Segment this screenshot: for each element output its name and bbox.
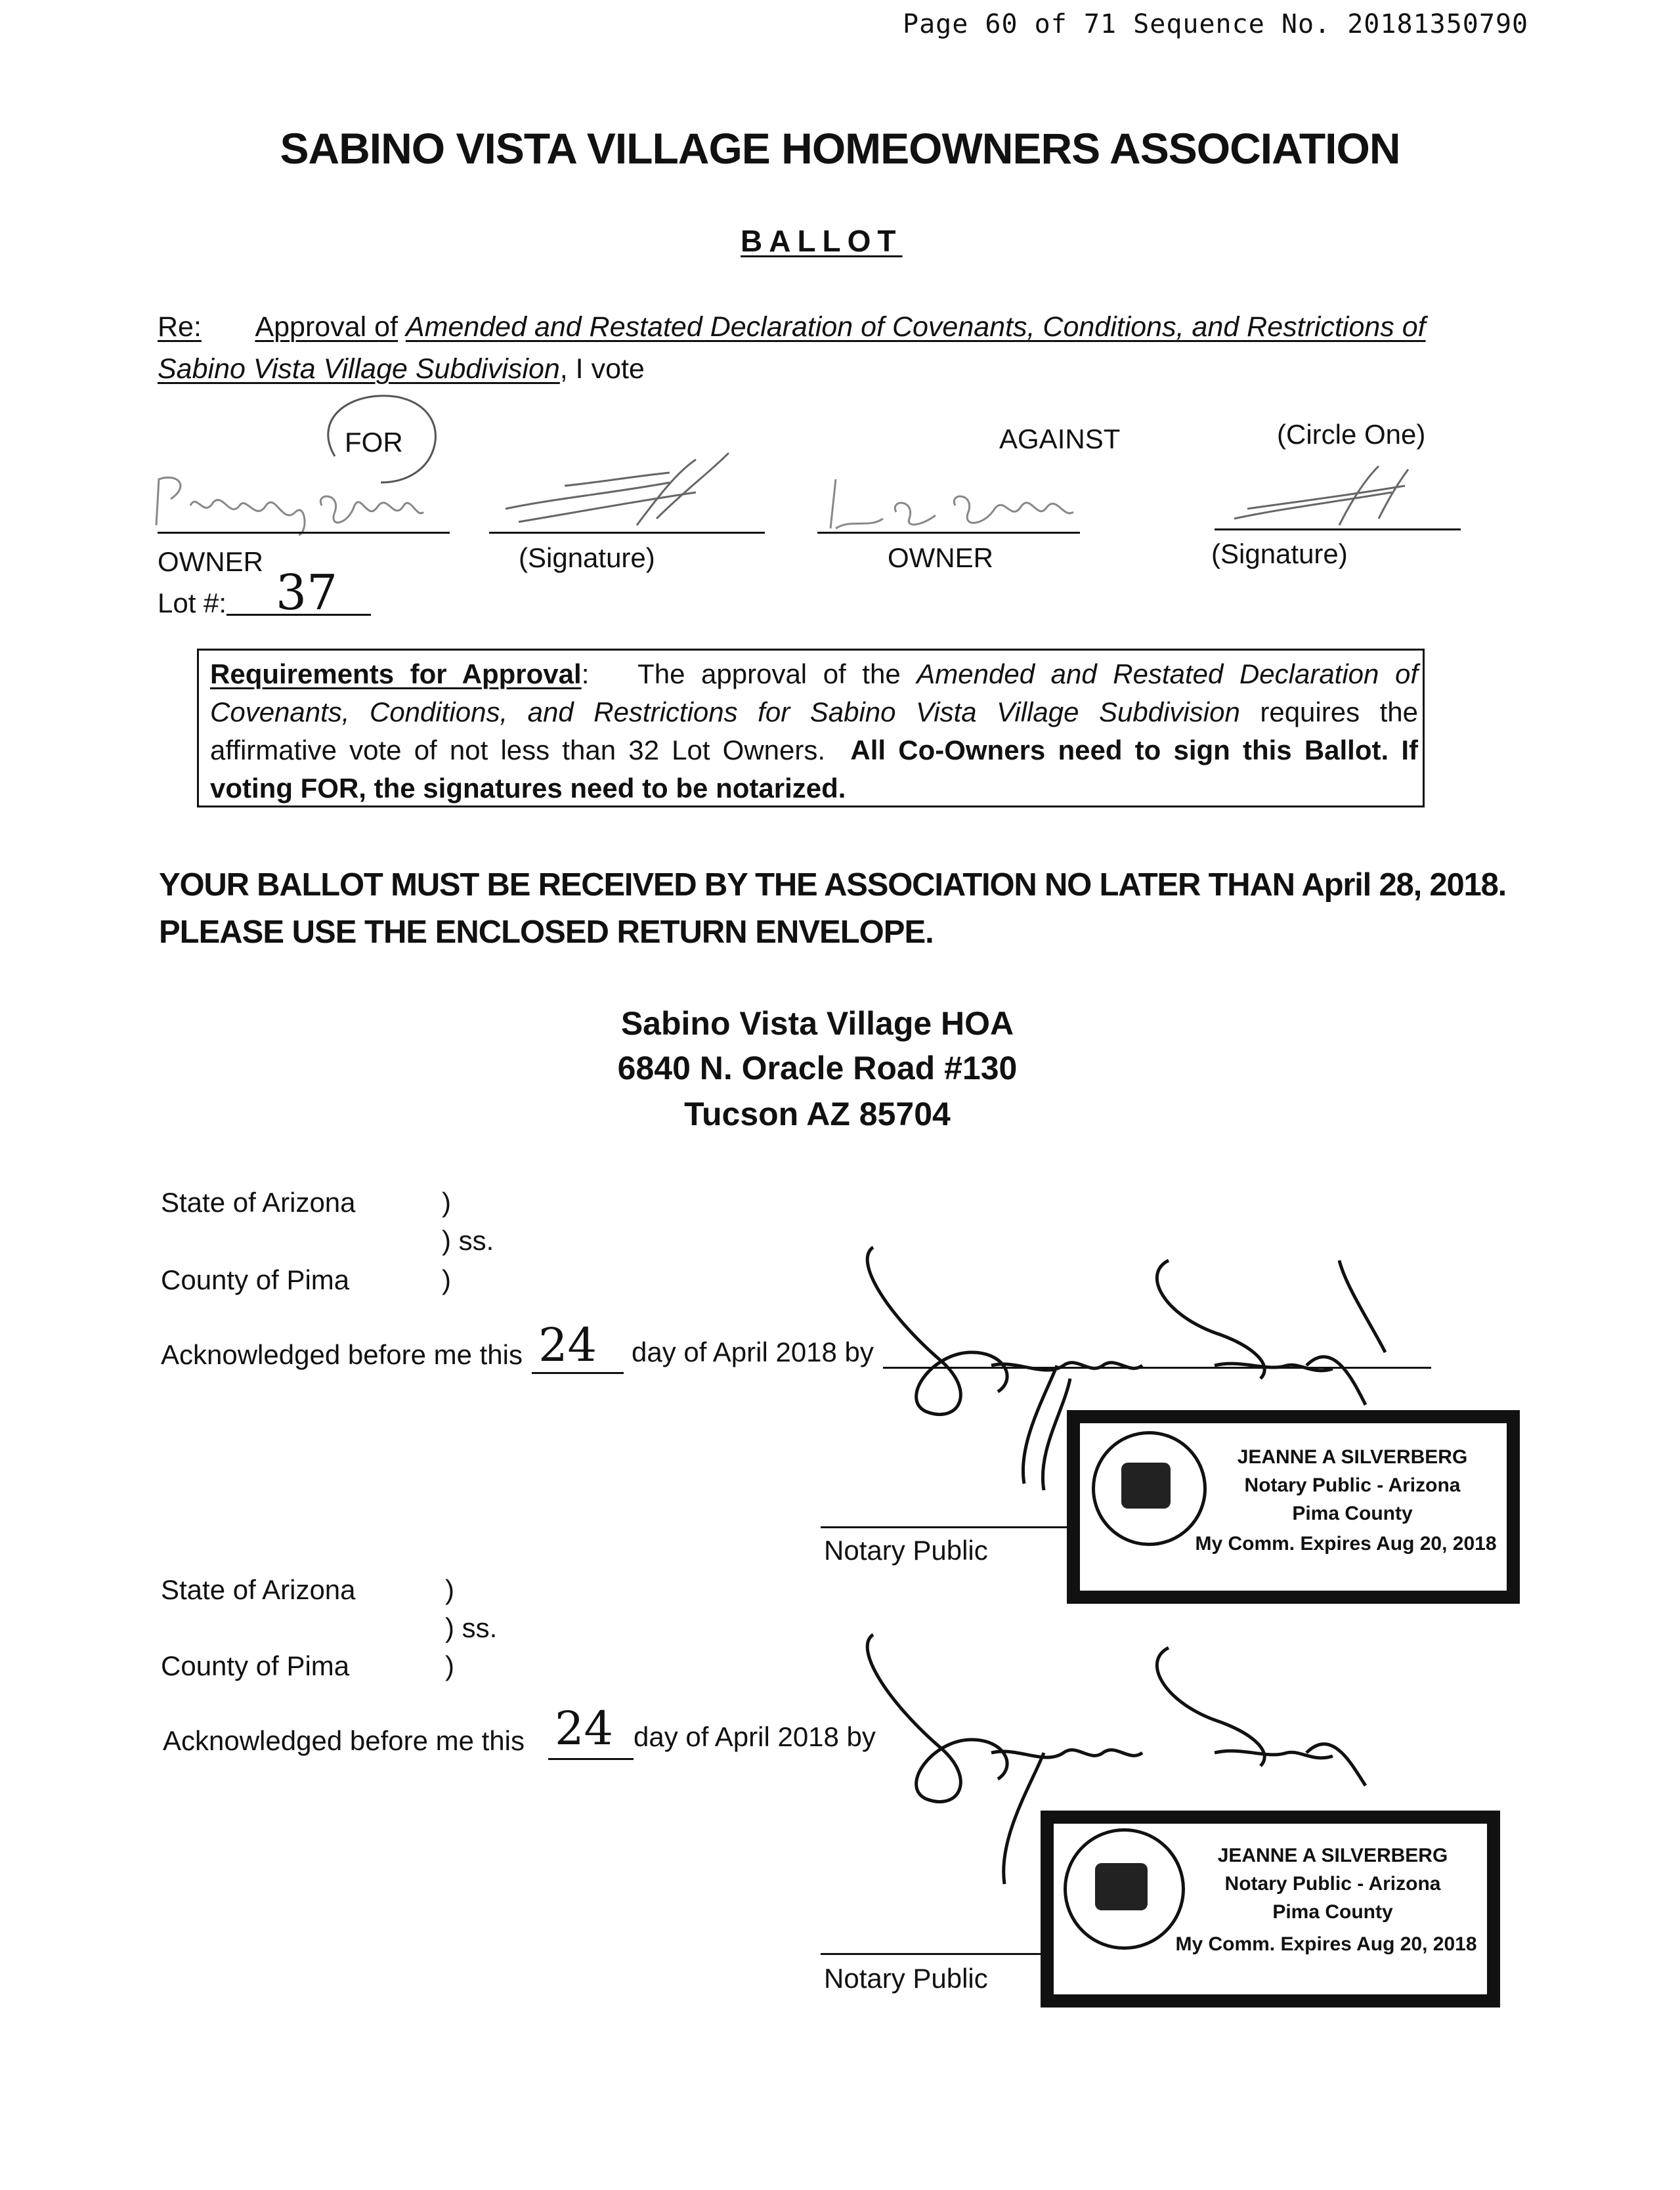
owner-2-handwritten-name bbox=[824, 466, 1087, 538]
re-suffix: , I vote bbox=[559, 353, 645, 385]
notary-1-signature-line bbox=[821, 1526, 1096, 1528]
re-approval-prefix: Approval of bbox=[255, 311, 398, 343]
deadline-line-2: PLEASE USE THE ENCLOSED RETURN ENVELOPE. bbox=[159, 914, 934, 950]
vote-against[interactable]: AGAINST bbox=[999, 423, 1121, 454]
notary-1-stamp-county: Pima County bbox=[1292, 1503, 1413, 1524]
signature-label-2: (Signature) bbox=[1211, 538, 1348, 569]
signature-label-1: (Signature) bbox=[519, 542, 655, 573]
ballot-heading: BALLOT bbox=[741, 224, 903, 258]
notary-2-ack-prefix: Acknowledged before me this bbox=[163, 1725, 525, 1756]
notary-2-seal-emblem-icon bbox=[1095, 1863, 1148, 1910]
owner-2-name-line bbox=[817, 532, 1080, 534]
notary-1-day-line bbox=[532, 1372, 624, 1374]
owner-1-signature-line bbox=[489, 532, 765, 534]
lot-number-handwritten[interactable]: 37 bbox=[276, 565, 338, 621]
notary-1-ack-suffix: day of April 2018 by bbox=[632, 1337, 874, 1367]
lot-label: Lot #: bbox=[158, 588, 227, 618]
re-subdivision: Sabino Vista Village Subdivision bbox=[158, 353, 560, 385]
requirements-text-2: requires the affirmative vote of not less than 32 Lot Owners. bbox=[210, 697, 1418, 765]
re-label: Re: bbox=[158, 311, 202, 343]
re-paragraph bbox=[158, 306, 1477, 390]
notary-2-paren-1: ) bbox=[445, 1574, 454, 1605]
requirements-bold-text: All Co-Owners need to sign this Ballot. If voting FOR, the signatures need to be notarized. bbox=[210, 735, 1418, 804]
notary-2-paren-3: ) bbox=[445, 1650, 454, 1681]
re-doc-title: Amended and Restated Declaration of Covenants, Conditions, and Restrictions of bbox=[405, 311, 1426, 343]
notary-2-county: County of Pima bbox=[161, 1650, 350, 1681]
notary-2-state: State of Arizona bbox=[161, 1574, 356, 1605]
notary-2-day-handwritten[interactable]: 24 bbox=[555, 1702, 614, 1755]
notary-1-state: State of Arizona bbox=[161, 1187, 356, 1218]
owner-1-signature bbox=[499, 446, 735, 538]
circle-one-note: (Circle One) bbox=[1277, 419, 1426, 450]
address-line-1: Sabino Vista Village HOA bbox=[620, 1005, 1014, 1042]
notary-2-stamp-name: JEANNE A SILVERBERG bbox=[1217, 1845, 1448, 1866]
requirements-doc-title: Amended and Restated Declaration of Covenants, Conditions, and Restrictions for Sabino Vista Village Subdivision bbox=[210, 658, 1418, 727]
notary-2-day-line bbox=[548, 1758, 634, 1760]
requirements-text-1: The approval of the bbox=[637, 658, 901, 689]
notary-1-paren-3: ) bbox=[442, 1264, 451, 1295]
notary-1-stamp-expires: My Comm. Expires Aug 20, 2018 bbox=[1195, 1533, 1497, 1555]
requirements-text: Requirements for Approval: The approval of the Amended and Restated Declaration of Covenants, Conditions, and Restrictions for Sabino Vista Village Subdivision requires the affirmative vote of not less than 32 Lot Owners. All Co-Owners need to sign this Ballot. If voting FOR, the signatures need to be notarized. bbox=[210, 658, 1418, 804]
notary-1-paren-1: ) bbox=[442, 1187, 451, 1218]
owner-label-1: OWNER bbox=[158, 546, 263, 577]
owner-1-name-line bbox=[158, 532, 450, 534]
lot-number-line bbox=[226, 614, 371, 616]
page-sequence: Page 60 of 71 Sequence No. 20181350790 bbox=[903, 9, 1529, 39]
notary-1-label: Notary Public bbox=[824, 1535, 988, 1566]
notary-1-ss: ) ss. bbox=[442, 1225, 494, 1256]
notary-2-ss: ) ss. bbox=[445, 1612, 498, 1643]
vote-for[interactable]: FOR bbox=[345, 427, 403, 458]
notary-1-day-handwritten[interactable]: 24 bbox=[538, 1318, 597, 1372]
requirements-heading: Requirements for Approval bbox=[210, 658, 582, 689]
notary-2-ack-suffix: day of April 2018 by bbox=[634, 1721, 876, 1752]
notary-1-county: County of Pima bbox=[161, 1264, 350, 1295]
notary-1-seal-emblem-icon bbox=[1121, 1463, 1171, 1509]
address-line-2: 6840 N. Oracle Road #130 bbox=[617, 1050, 1018, 1086]
notary-2-stamp-expires: My Comm. Expires Aug 20, 2018 bbox=[1175, 1933, 1477, 1955]
deadline-line-1: YOUR BALLOT MUST BE RECEIVED BY THE ASSOCIATION NO LATER THAN April 28, 2018. bbox=[159, 867, 1507, 903]
owner-label-2: OWNER bbox=[888, 542, 993, 573]
owner-1-handwritten-name bbox=[151, 466, 427, 538]
notary-2-stamp-county: Pima County bbox=[1272, 1901, 1393, 1923]
notary-2-label: Notary Public bbox=[824, 1963, 988, 1994]
address-line-3: Tucson AZ 85704 bbox=[684, 1096, 951, 1132]
notary-1-ack-prefix: Acknowledged before me this bbox=[161, 1339, 523, 1370]
owner-2-signature bbox=[1228, 453, 1425, 538]
notary-1-stamp-title: Notary Public - Arizona bbox=[1244, 1474, 1461, 1496]
owner-2-signature-line bbox=[1215, 528, 1461, 530]
notary-2-stamp-title: Notary Public - Arizona bbox=[1224, 1873, 1441, 1895]
document-title: SABINO VISTA VILLAGE HOMEOWNERS ASSOCIATION bbox=[280, 124, 1400, 173]
notary-1-stamp-name: JEANNE A SILVERBERG bbox=[1237, 1446, 1468, 1468]
